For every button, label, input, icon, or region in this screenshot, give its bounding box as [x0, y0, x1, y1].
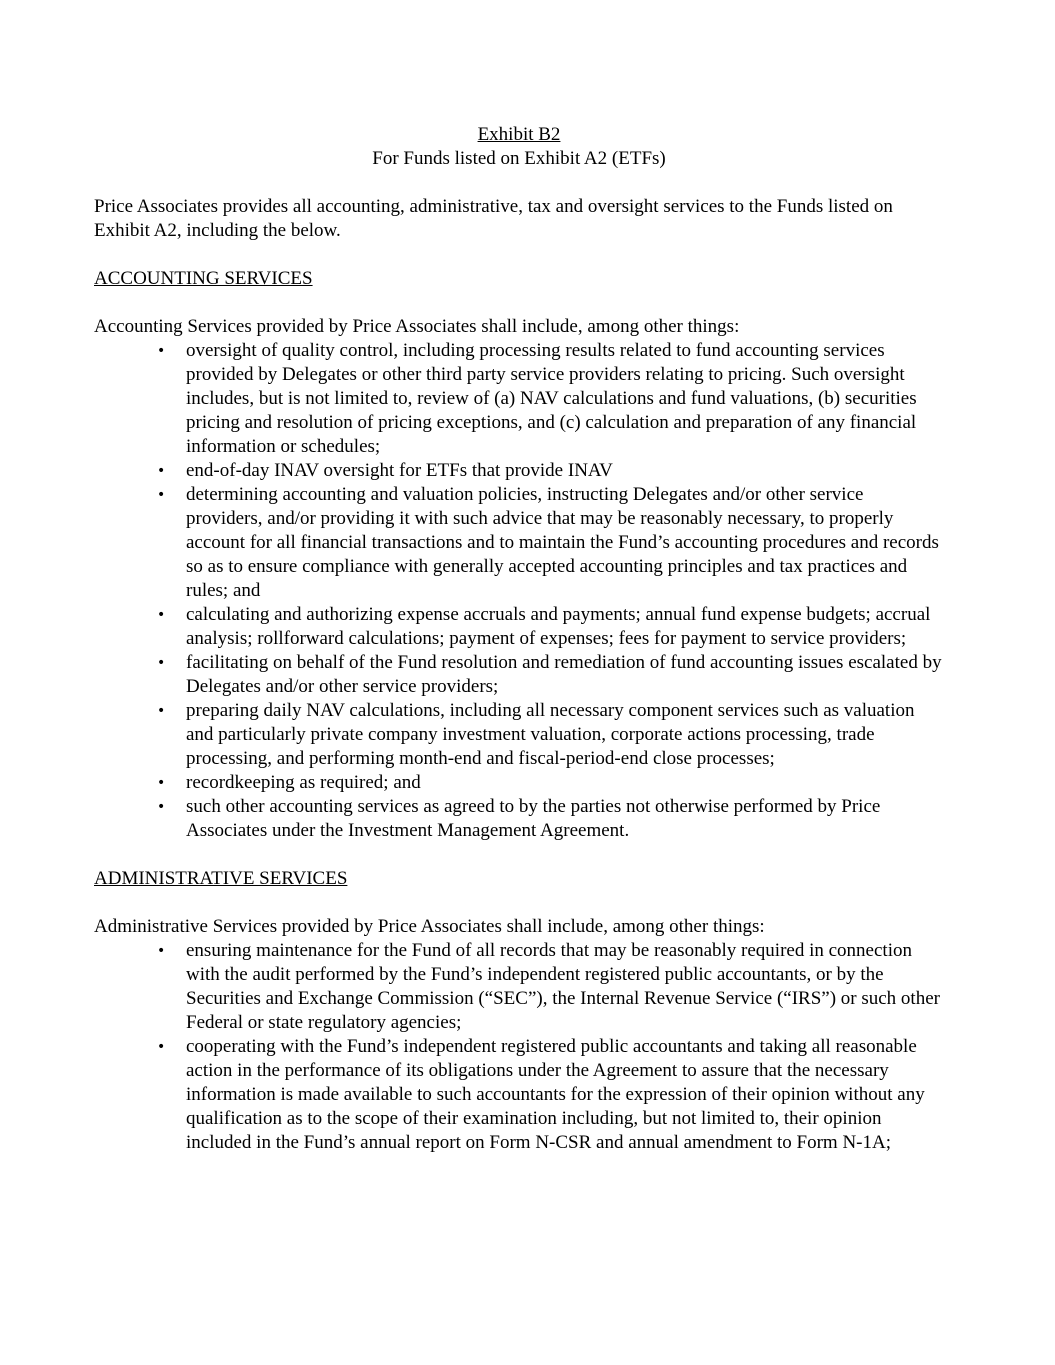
intro-paragraph: Price Associates provides all accounting, administrative, tax and oversight services to the Funds listed on Exhibit A2, including the below.: [94, 196, 893, 241]
list-item-text: cooperating with the Fund’s independent registered public accountants and taking all reasonable action in the performance of its obligations under the Agreement to assure that the necessary information is made available to such accountants for the expression of their opinion without any qualification as to the scope of their examination including, but not limited to, their opinion included in the Fund’s annual report on Form N-CSR and annual amendment to Form N-1A;: [186, 1036, 925, 1153]
list-item-text: facilitating on behalf of the Fund resolution and remediation of fund accounting issues escalated by Delegates and/or other service providers;: [186, 652, 942, 697]
bullet-icon: •: [157, 463, 166, 479]
administrative-services-lead: Administrative Services provided by Price Associates shall include, among other things:: [94, 916, 765, 937]
list-item: [94, 771, 944, 795]
list-item: [94, 939, 944, 1035]
administrative-services-list: [94, 939, 944, 1155]
list-item-text: preparing daily NAV calculations, including all necessary component services such as valuation and particularly private company investment valuation, corporate actions processing, trade processing, and performing month-end and fiscal-period-end close processes;: [186, 700, 915, 769]
bullet-icon: •: [157, 703, 166, 719]
bullet-icon: •: [157, 943, 166, 959]
document-page: [94, 123, 944, 1155]
list-item-text: ensuring maintenance for the Fund of all records that may be reasonably required in connection with the audit performed by the Fund’s independent registered public accountants, or by the Securities and Exchange Commission (“SEC”), the Internal Revenue Service (“IRS”) or such other Federal or state regulatory agencies;: [186, 940, 940, 1033]
spacer: [94, 243, 944, 267]
list-item: [94, 459, 944, 483]
list-item: [94, 1035, 944, 1155]
accounting-services-heading: ACCOUNTING SERVICES: [94, 268, 313, 289]
list-item-text: determining accounting and valuation policies, instructing Delegates and/or other service providers, and/or providing it with such advice that may be reasonably necessary, to properly account for all financial transactions and to maintain the Fund’s accounting procedures and records so as to ensure compliance with generally accepted accounting principles and tax practices and rules; and: [186, 484, 939, 601]
list-item: [94, 795, 944, 843]
exhibit-title: Exhibit B2: [477, 124, 561, 145]
bullet-icon: •: [157, 775, 166, 791]
list-item-text: end-of-day INAV oversight for ETFs that provide INAV: [186, 460, 613, 481]
bullet-icon: •: [157, 607, 166, 623]
bullet-icon: •: [157, 799, 166, 815]
accounting-services-list: [94, 339, 944, 843]
list-item-text: such other accounting services as agreed to by the parties not otherwise performed by Price Associates under the Investment Management Agreement.: [186, 796, 881, 841]
bullet-icon: •: [157, 343, 166, 359]
spacer: [94, 171, 944, 195]
spacer: [94, 843, 944, 867]
list-item: [94, 339, 944, 459]
list-item: [94, 651, 944, 699]
administrative-services-heading: ADMINISTRATIVE SERVICES: [94, 868, 348, 889]
list-item-text: calculating and authorizing expense accruals and payments; annual fund expense budgets; accrual analysis; rollforward calculations; payment of expenses; fees for payment to service providers;: [186, 604, 931, 649]
bullet-icon: •: [157, 1039, 166, 1055]
list-item-text: oversight of quality control, including processing results related to fund accounting services provided by Delegates or other third party service providers relating to pricing. Such oversight includes, but is not limited to, review of (a) NAV calculations and fund valuations, (b) securities pricing and resolution of pricing exceptions, and (c) calculation and preparation of any financial information or schedules;: [186, 340, 917, 457]
list-item: [94, 483, 944, 603]
list-item-text: recordkeeping as required; and: [186, 772, 421, 793]
list-item: [94, 603, 944, 651]
list-item: [94, 699, 944, 771]
spacer: [94, 291, 944, 315]
accounting-services-lead: Accounting Services provided by Price Associates shall include, among other things:: [94, 316, 740, 337]
bullet-icon: •: [157, 487, 166, 503]
spacer: [94, 891, 944, 915]
bullet-icon: •: [157, 655, 166, 671]
exhibit-subtitle: For Funds listed on Exhibit A2 (ETFs): [372, 148, 666, 169]
